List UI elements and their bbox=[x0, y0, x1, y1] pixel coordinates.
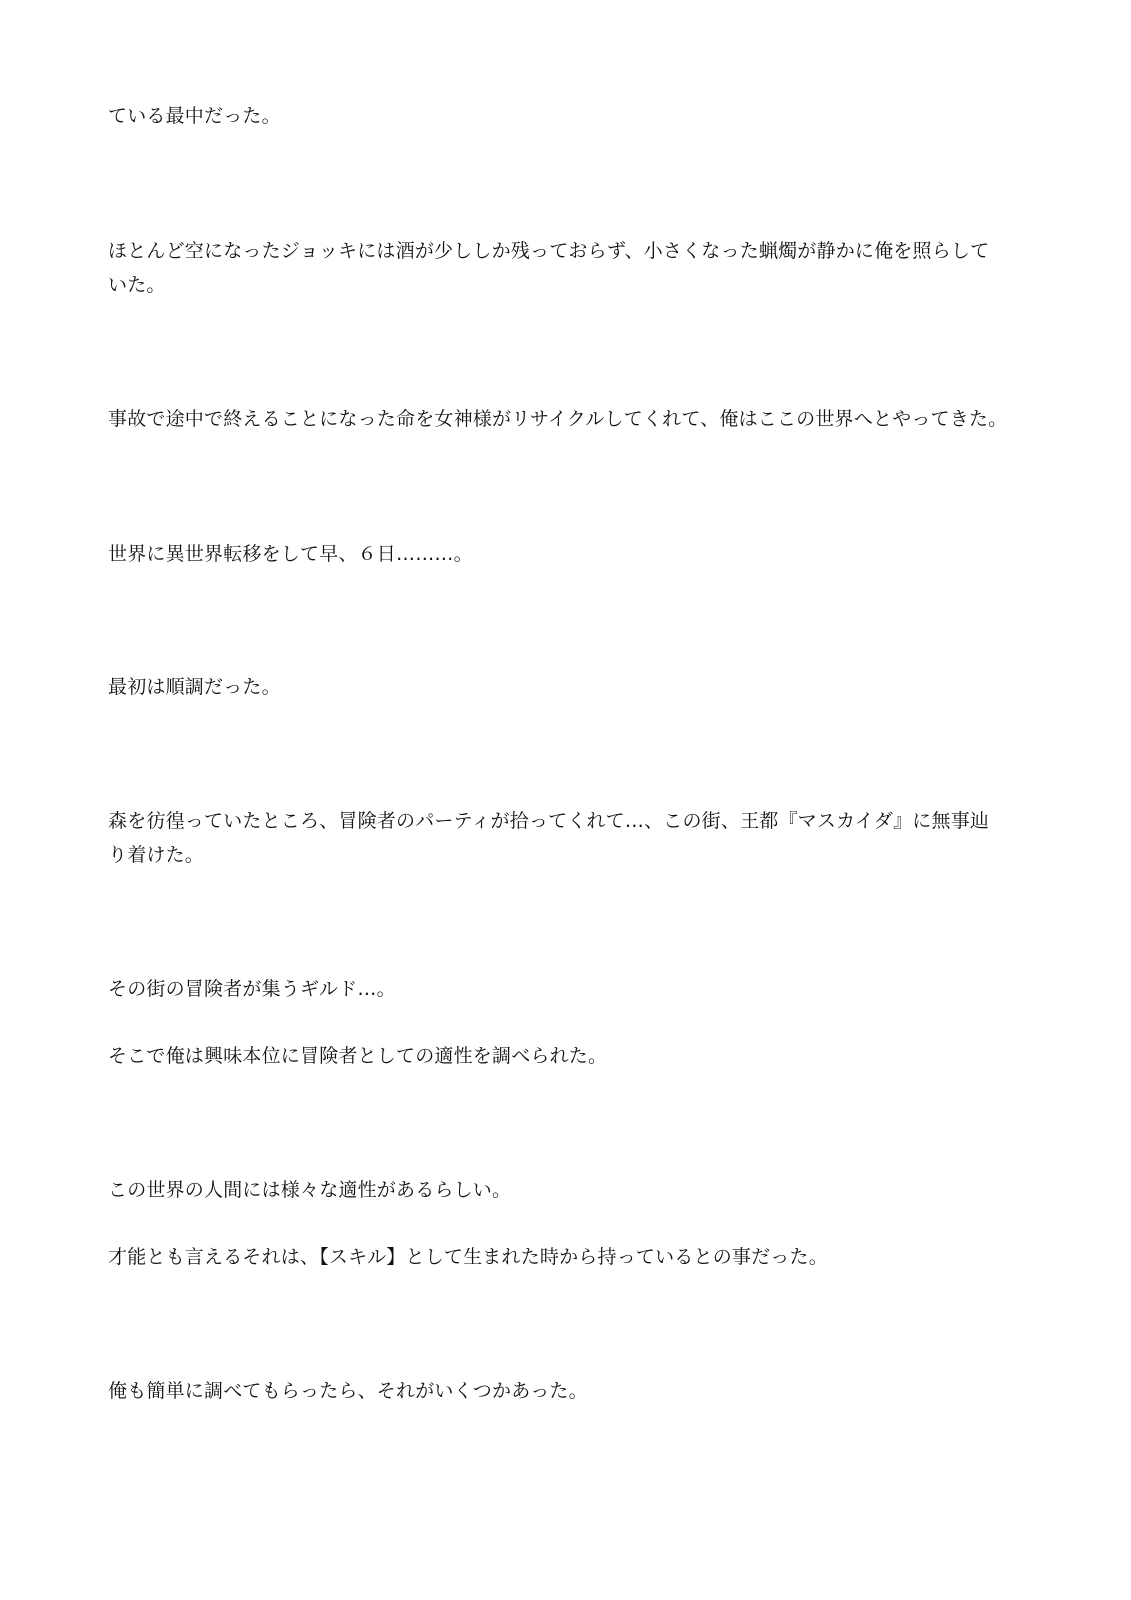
paragraph: この世界の人間には様々な適性があるらしい。 bbox=[108, 1179, 512, 1201]
paragraph: 事故で途中で終えることになった命を女神様がリサイクルしてくれて、俺はここの世界へとやってきた。 bbox=[108, 408, 1008, 430]
paragraph: 俺も簡単に調べてもらったら、それがいくつかあった。 bbox=[108, 1380, 588, 1402]
paragraph: ほとんど空になったジョッキには酒が少ししか残っておらず、小さくなった蝋燭が静かに俺を照らして いた。 bbox=[108, 240, 990, 296]
paragraph: そこで俺は興味本位に冒険者としての適性を調べられた。 bbox=[108, 1045, 608, 1067]
paragraph: ている最中だった。 bbox=[108, 105, 281, 127]
paragraph: 森を彷徨っていたところ、冒険者のパーティが拾ってくれて…、この街、王都『マスカイダ』に無事辿 り着けた。 bbox=[108, 810, 990, 866]
paragraph: 最初は順調だった。 bbox=[108, 676, 281, 698]
paragraph: その街の冒険者が集うギルド…。 bbox=[108, 978, 396, 1000]
paragraph: 世界に異世界転移をして早、６日………。 bbox=[108, 543, 473, 565]
paragraph: 才能とも言えるそれは、【スキル】として生まれた時から持っているとの事だった。 bbox=[108, 1246, 828, 1268]
